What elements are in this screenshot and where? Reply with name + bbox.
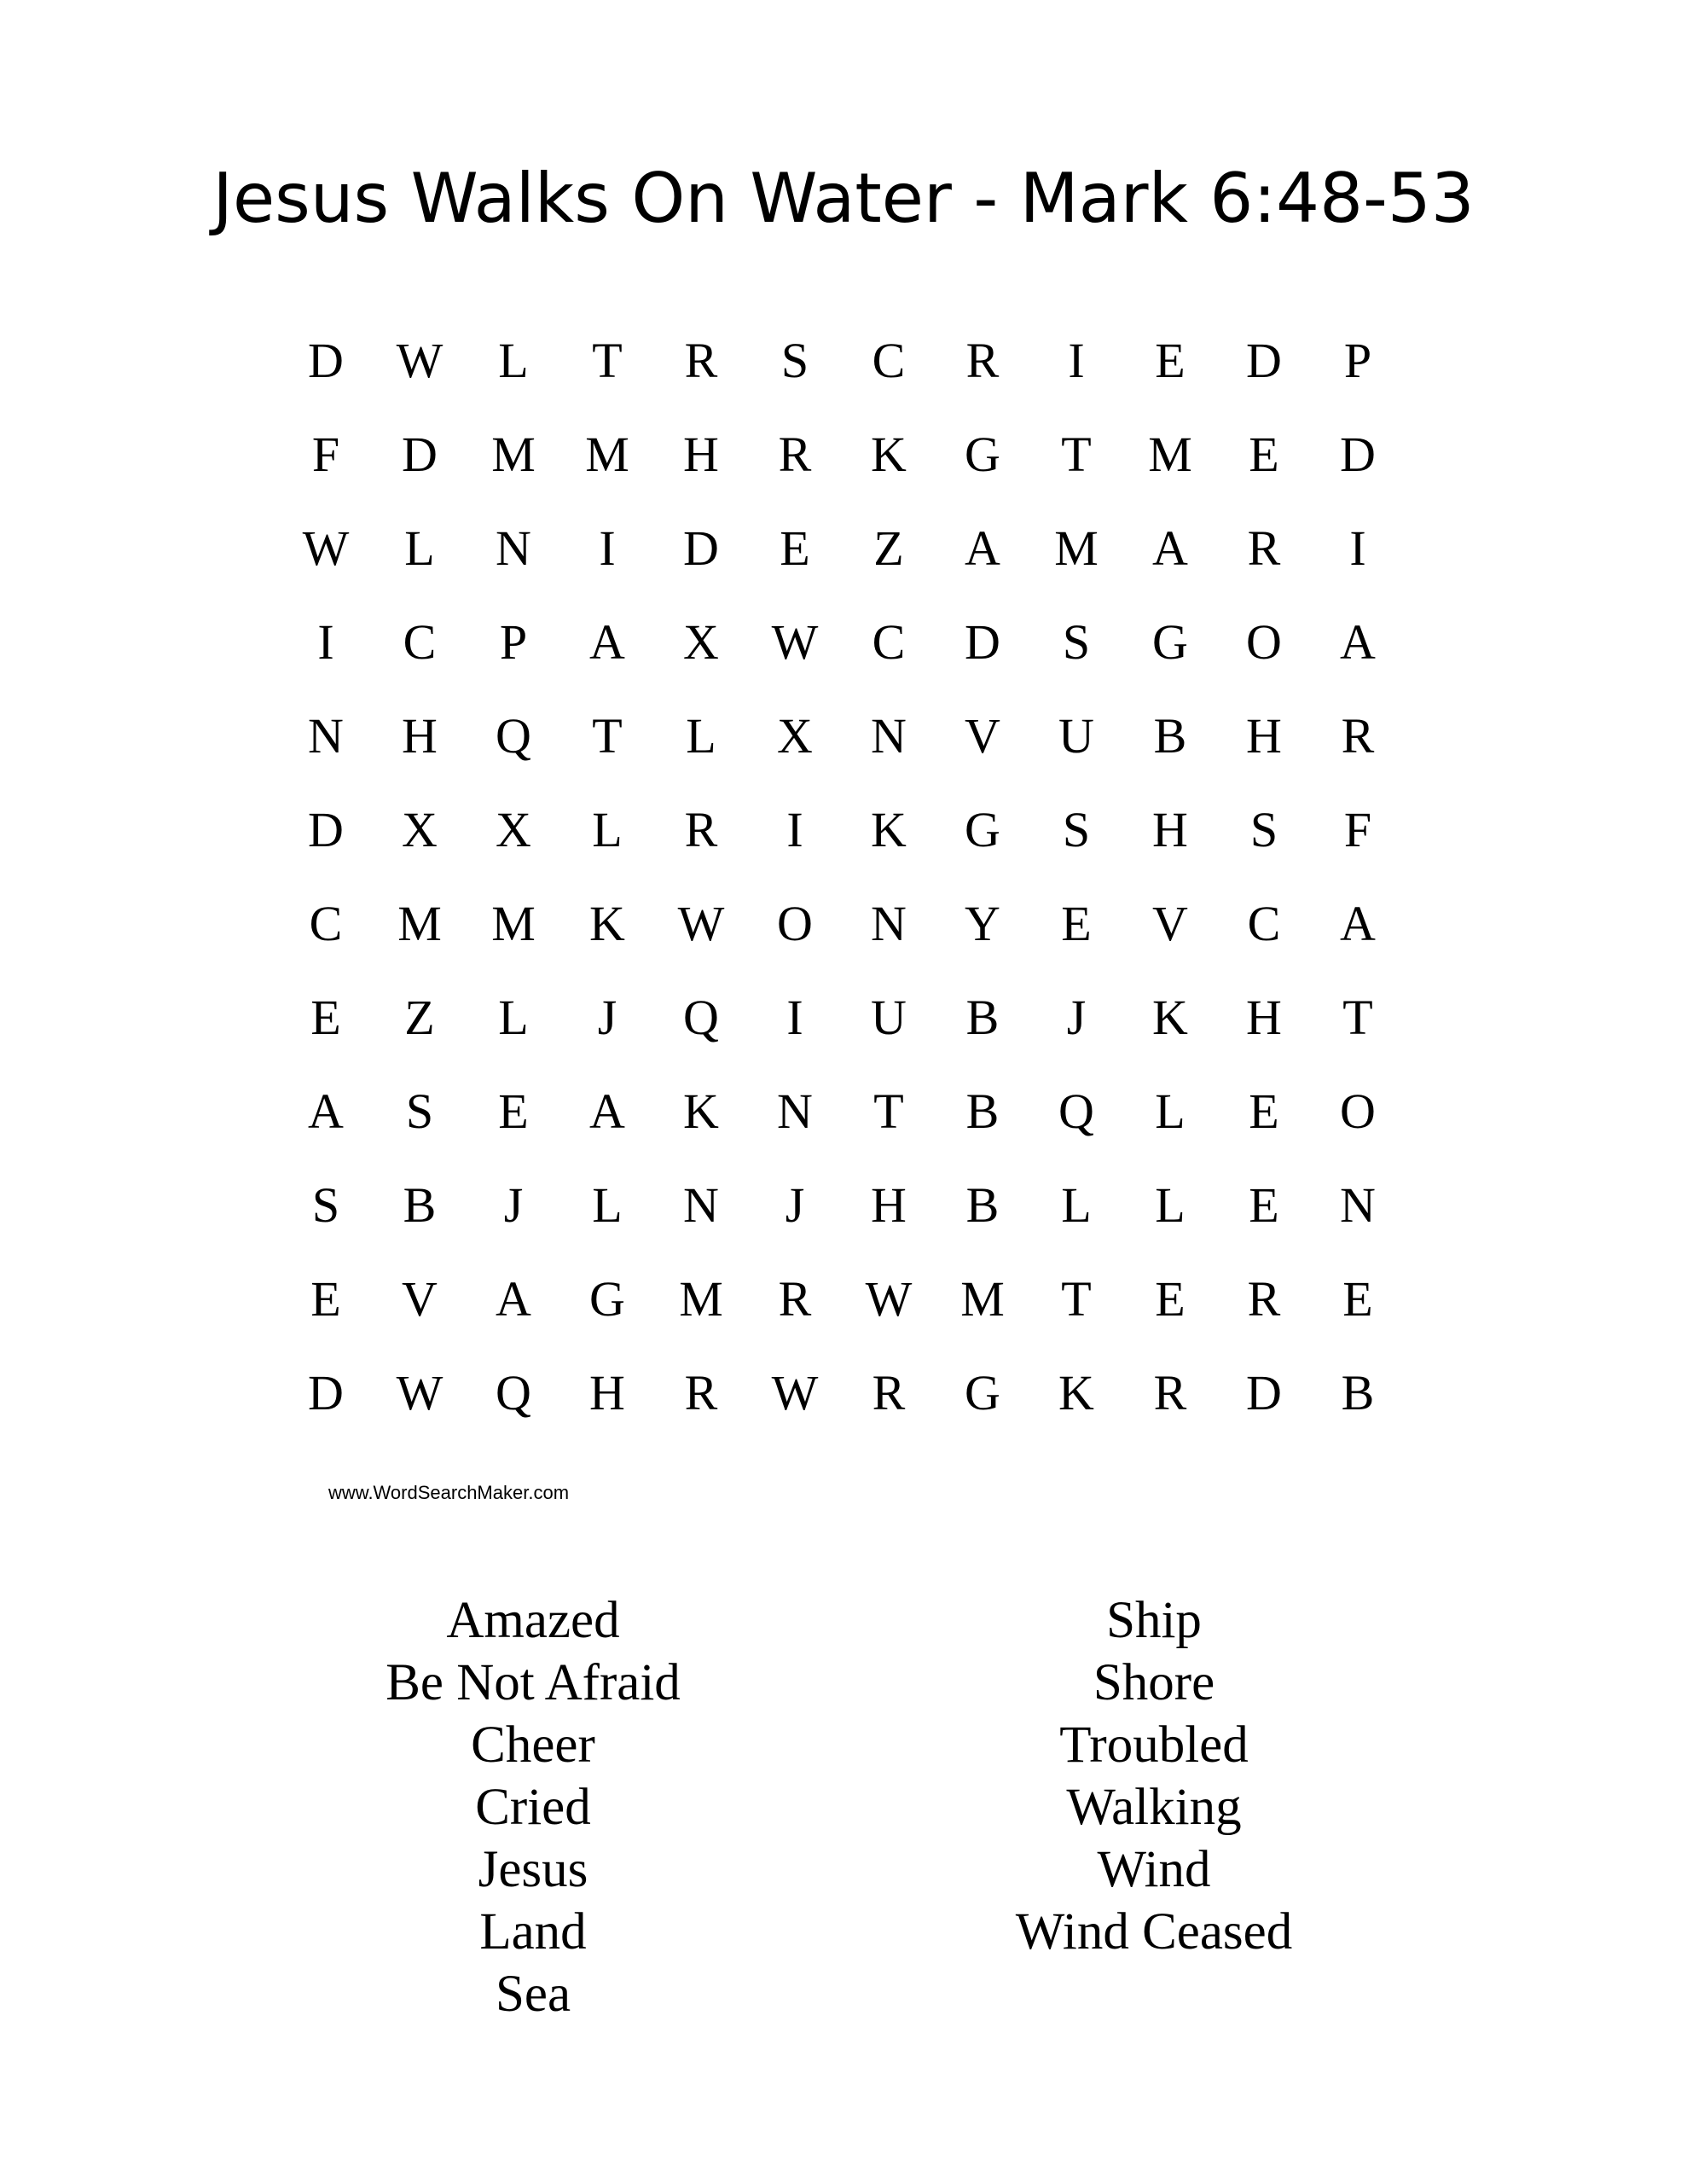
grid-letter: X bbox=[777, 708, 813, 764]
grid-letter: L bbox=[1155, 1083, 1186, 1139]
grid-letter: H bbox=[683, 427, 719, 482]
grid-letter: N bbox=[683, 1177, 719, 1233]
word-list-item: Land bbox=[479, 1903, 587, 1960]
grid-letter: R bbox=[965, 333, 1000, 388]
grid-letter: N bbox=[777, 1083, 813, 1139]
grid-letter: C bbox=[1247, 896, 1281, 951]
grid-letter: Q bbox=[496, 1365, 531, 1420]
grid-letter: A bbox=[1340, 896, 1376, 951]
grid-letter: Q bbox=[1058, 1083, 1094, 1139]
grid-letter: R bbox=[1153, 1365, 1187, 1420]
grid-letter: M bbox=[397, 896, 442, 951]
grid-letter: E bbox=[1342, 1271, 1373, 1327]
word-list-item: Amazed bbox=[446, 1592, 620, 1649]
grid-letter: G bbox=[1152, 614, 1188, 670]
grid-letter: U bbox=[1058, 708, 1094, 764]
grid-letter: V bbox=[402, 1271, 438, 1327]
grid-letter: D bbox=[308, 1365, 344, 1420]
grid-letter: X bbox=[683, 614, 719, 670]
grid-letter: T bbox=[592, 333, 623, 388]
word-list-item: Cheer bbox=[471, 1716, 595, 1774]
grid-letter: D bbox=[1340, 427, 1376, 482]
grid-letter: R bbox=[684, 1365, 718, 1420]
grid-letter: H bbox=[402, 708, 438, 764]
grid-letter: X bbox=[496, 802, 531, 857]
grid-letter: P bbox=[499, 614, 528, 670]
grid-letter: S bbox=[780, 333, 809, 388]
grid-row bbox=[279, 408, 1405, 502]
grid-letter: R bbox=[684, 802, 718, 857]
grid-letter: G bbox=[965, 1365, 1000, 1420]
grid-letter: B bbox=[965, 990, 1000, 1045]
word-list-item: Be Not Afraid bbox=[386, 1654, 681, 1711]
grid-letter: C bbox=[872, 333, 906, 388]
grid-letter: N bbox=[496, 520, 531, 576]
grid-letter: W bbox=[771, 1365, 819, 1420]
grid-letter: E bbox=[1061, 896, 1092, 951]
grid-letter: O bbox=[1246, 614, 1282, 670]
grid-letter: K bbox=[871, 802, 907, 857]
grid-letter: C bbox=[872, 614, 906, 670]
grid-letter: D bbox=[965, 614, 1000, 670]
grid-letter: L bbox=[404, 520, 435, 576]
grid-letter: R bbox=[872, 1365, 906, 1420]
grid-letter: D bbox=[402, 427, 438, 482]
grid-letter: I bbox=[599, 520, 616, 576]
grid-letter: T bbox=[592, 708, 623, 764]
grid-letter: S bbox=[1062, 614, 1091, 670]
grid-letter: M bbox=[491, 427, 536, 482]
grid-letter: A bbox=[1152, 520, 1188, 576]
grid-letter: L bbox=[686, 708, 716, 764]
grid-letter: K bbox=[871, 427, 907, 482]
grid-letter: L bbox=[592, 802, 623, 857]
grid-row bbox=[279, 783, 1405, 877]
letter-grid bbox=[279, 314, 1405, 1440]
grid-row bbox=[279, 1252, 1405, 1346]
grid-letter: E bbox=[1249, 1083, 1279, 1139]
grid-letter: K bbox=[683, 1083, 719, 1139]
grid-letter: M bbox=[1148, 427, 1192, 482]
grid-letter: O bbox=[777, 896, 813, 951]
grid-letter: I bbox=[1068, 333, 1085, 388]
grid-letter: W bbox=[396, 333, 443, 388]
grid-letter: W bbox=[302, 520, 350, 576]
grid-letter: M bbox=[1054, 520, 1099, 576]
grid-letter: J bbox=[1066, 990, 1087, 1045]
grid-letter: T bbox=[1061, 1271, 1092, 1327]
page-title: Jesus Walks On Water - Mark 6:48-53 bbox=[212, 159, 1475, 238]
grid-row bbox=[279, 1065, 1405, 1159]
word-list-right bbox=[830, 1589, 1478, 1963]
grid-letter: A bbox=[965, 520, 1000, 576]
grid-letter: F bbox=[311, 427, 340, 482]
word-list-item: Ship bbox=[1106, 1592, 1202, 1649]
grid-letter: Z bbox=[404, 990, 435, 1045]
grid-letter: Q bbox=[496, 708, 531, 764]
grid-letter: B bbox=[965, 1083, 1000, 1139]
grid-letter: B bbox=[403, 1177, 437, 1233]
grid-letter: A bbox=[589, 614, 625, 670]
grid-letter: L bbox=[498, 990, 529, 1045]
grid-letter: D bbox=[1246, 1365, 1282, 1420]
grid-letter: E bbox=[310, 990, 341, 1045]
grid-letter: K bbox=[1058, 1365, 1094, 1420]
grid-letter: W bbox=[396, 1365, 443, 1420]
grid-letter: I bbox=[1349, 520, 1366, 576]
grid-letter: R bbox=[778, 427, 812, 482]
grid-letter: T bbox=[873, 1083, 904, 1139]
grid-letter: A bbox=[1340, 614, 1376, 670]
grid-letter: C bbox=[403, 614, 437, 670]
word-list-item: Walking bbox=[1066, 1779, 1242, 1836]
grid-letter: Z bbox=[873, 520, 904, 576]
grid-row bbox=[279, 971, 1405, 1065]
grid-letter: H bbox=[871, 1177, 907, 1233]
grid-letter: S bbox=[311, 1177, 340, 1233]
grid-row bbox=[279, 595, 1405, 689]
grid-row bbox=[279, 1159, 1405, 1252]
grid-letter: J bbox=[503, 1177, 524, 1233]
grid-letter: M bbox=[960, 1271, 1005, 1327]
grid-letter: R bbox=[1247, 1271, 1281, 1327]
grid-letter: A bbox=[496, 1271, 531, 1327]
grid-letter: G bbox=[965, 427, 1000, 482]
word-list-item: Wind bbox=[1097, 1841, 1211, 1898]
grid-letter: G bbox=[589, 1271, 625, 1327]
word-list-item: Sea bbox=[495, 1966, 571, 2023]
grid-letter: I bbox=[786, 802, 803, 857]
grid-letter: J bbox=[597, 990, 617, 1045]
grid-letter: V bbox=[965, 708, 1000, 764]
grid-letter: H bbox=[1152, 802, 1188, 857]
grid-letter: Q bbox=[683, 990, 719, 1045]
grid-letter: S bbox=[1249, 802, 1278, 857]
grid-letter: B bbox=[965, 1177, 1000, 1233]
grid-letter: W bbox=[677, 896, 725, 951]
grid-letter: K bbox=[1152, 990, 1188, 1045]
grid-row bbox=[279, 502, 1405, 595]
grid-letter: E bbox=[310, 1271, 341, 1327]
grid-letter: I bbox=[786, 990, 803, 1045]
grid-letter: B bbox=[1153, 708, 1187, 764]
grid-letter: V bbox=[1152, 896, 1188, 951]
grid-letter: E bbox=[1155, 333, 1186, 388]
grid-letter: P bbox=[1343, 333, 1372, 388]
word-list-item: Troubled bbox=[1059, 1716, 1249, 1774]
grid-letter: W bbox=[771, 614, 819, 670]
credit-text: www.WordSearchMaker.com bbox=[328, 1482, 570, 1503]
grid-letter: L bbox=[498, 333, 529, 388]
grid-letter: L bbox=[1155, 1177, 1186, 1233]
grid-row bbox=[279, 877, 1405, 971]
grid-letter: I bbox=[317, 614, 334, 670]
grid-letter: D bbox=[1246, 333, 1282, 388]
grid-letter: M bbox=[585, 427, 629, 482]
grid-letter: M bbox=[491, 896, 536, 951]
grid-letter: T bbox=[1061, 427, 1092, 482]
grid-letter: F bbox=[1343, 802, 1372, 857]
grid-letter: D bbox=[308, 333, 344, 388]
grid-letter: G bbox=[965, 802, 1000, 857]
grid-letter: B bbox=[1341, 1365, 1375, 1420]
grid-letter: N bbox=[1340, 1177, 1376, 1233]
grid-letter: A bbox=[308, 1083, 344, 1139]
grid-letter: L bbox=[1061, 1177, 1092, 1233]
grid-letter: E bbox=[1249, 1177, 1279, 1233]
grid-letter: E bbox=[780, 520, 810, 576]
grid-letter: A bbox=[589, 1083, 625, 1139]
grid-letter: L bbox=[592, 1177, 623, 1233]
grid-letter: W bbox=[865, 1271, 913, 1327]
grid-letter: E bbox=[1249, 427, 1279, 482]
grid-letter: H bbox=[1246, 708, 1282, 764]
grid-letter: H bbox=[1246, 990, 1282, 1045]
grid-letter: R bbox=[684, 333, 718, 388]
grid-letter: R bbox=[1341, 708, 1375, 764]
word-list-item: Cried bbox=[475, 1779, 591, 1836]
grid-letter: N bbox=[871, 708, 907, 764]
grid-letter: S bbox=[1062, 802, 1091, 857]
grid-row bbox=[279, 1346, 1405, 1440]
grid-letter: O bbox=[1340, 1083, 1376, 1139]
grid-letter: T bbox=[1342, 990, 1373, 1045]
grid-letter: N bbox=[308, 708, 344, 764]
grid-letter: D bbox=[308, 802, 344, 857]
grid-letter: E bbox=[1155, 1271, 1186, 1327]
word-list-item: Shore bbox=[1093, 1654, 1215, 1711]
grid-letter: N bbox=[871, 896, 907, 951]
grid-letter: U bbox=[871, 990, 907, 1045]
grid-letter: Y bbox=[965, 896, 1000, 951]
word-list-left bbox=[209, 1589, 857, 2025]
grid-letter: J bbox=[785, 1177, 805, 1233]
word-list-item: Jesus bbox=[478, 1841, 588, 1898]
grid-letter: X bbox=[402, 802, 438, 857]
grid-letter: C bbox=[309, 896, 343, 951]
grid-letter: M bbox=[679, 1271, 723, 1327]
grid-row bbox=[279, 314, 1405, 408]
grid-letter: R bbox=[1247, 520, 1281, 576]
grid-letter: R bbox=[778, 1271, 812, 1327]
grid-letter: S bbox=[405, 1083, 434, 1139]
grid-letter: H bbox=[589, 1365, 625, 1420]
grid-letter: D bbox=[683, 520, 719, 576]
word-list-item: Wind Ceased bbox=[1015, 1903, 1293, 1960]
grid-letter: E bbox=[498, 1083, 529, 1139]
grid-letter: K bbox=[589, 896, 625, 951]
grid-row bbox=[279, 689, 1405, 783]
